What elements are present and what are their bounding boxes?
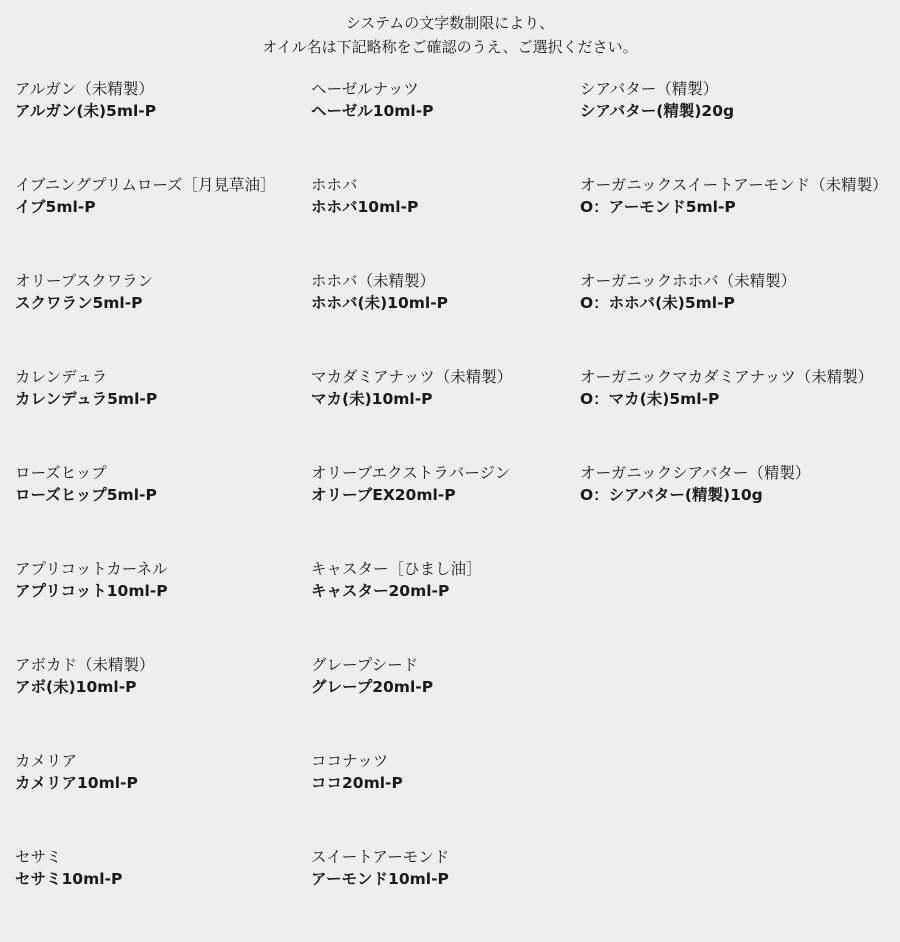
oil-entry: [311, 558, 576, 654]
oil-abbreviation: グレープ20ml-P: [311, 678, 434, 696]
oil-abbreviation: O：ホホバ(未)5ml-P: [580, 294, 735, 312]
oil-abbreviation: O：シアバター(精製)10g: [580, 486, 763, 504]
oil-full-name: マカダミアナッツ（未精製）: [311, 368, 513, 386]
oil-full-name: ホホバ（未精製）: [311, 272, 436, 290]
oil-entry: [15, 78, 300, 174]
oil-abbreviation: ココ20ml-P: [311, 774, 403, 792]
oil-entry: [580, 174, 898, 270]
oil-full-name: アプリコットカーネル: [15, 560, 168, 578]
oil-entry: [15, 846, 300, 942]
oil-entry: [311, 846, 576, 942]
oil-abbreviation: アプリコット10ml-P: [15, 582, 168, 600]
oil-abbreviation: キャスター20ml-P: [311, 582, 450, 600]
oil-full-name: オリーブスクワラン: [15, 272, 154, 290]
oil-full-name: オーガニックスイートアーモンド（未精製）: [580, 176, 888, 194]
oil-entry: [15, 174, 300, 270]
oil-entry: [311, 78, 576, 174]
oil-full-name: ホホバ: [311, 176, 358, 194]
oil-column-2: [311, 78, 576, 942]
oil-full-name: オーガニックホホバ（未精製）: [580, 272, 797, 290]
notice-line-1: システムの文字数制限により、: [345, 14, 555, 32]
oil-full-name: ヘーゼルナッツ: [311, 80, 419, 98]
oil-abbreviation: スクワラン5ml-P: [15, 294, 143, 312]
oil-entry: [15, 558, 300, 654]
oil-entry: [311, 654, 576, 750]
oil-entry: [15, 462, 300, 558]
oil-full-name: セサミ: [15, 848, 62, 866]
oil-entry: [580, 462, 898, 558]
oil-full-name: オーガニックマカダミアナッツ（未精製）: [580, 368, 874, 386]
oil-abbreviation: ヘーゼル10ml-P: [311, 102, 434, 120]
oil-full-name: グレープシード: [311, 656, 419, 674]
oil-abbreviation: オリーブEX20ml-P: [311, 486, 456, 504]
oil-entry: [580, 366, 898, 462]
oil-full-name: アボカド（未精製）: [15, 656, 155, 674]
oil-abbreviation: O：マカ(未)5ml-P: [580, 390, 720, 408]
notice-line-2: オイル名は下記略称をご確認のうえ、ご選択ください。: [262, 38, 638, 56]
oil-entry: [580, 78, 898, 174]
oil-entry: [311, 750, 576, 846]
oil-entry: [311, 366, 576, 462]
oil-entry: [15, 654, 300, 750]
notice-header: [0, 11, 900, 59]
oil-abbreviation: アボ(未)10ml-P: [15, 678, 137, 696]
oil-entry: [311, 462, 576, 558]
oil-abbreviation: アーモンド10ml-P: [311, 870, 449, 888]
oil-full-name: カメリア: [15, 752, 78, 770]
oil-full-name: ローズヒップ: [15, 464, 107, 482]
oil-full-name: キャスター［ひまし油］: [311, 560, 482, 578]
oil-entry: [580, 270, 898, 366]
oil-entry: [15, 750, 300, 846]
oil-full-name: シアバター（精製）: [580, 80, 719, 98]
oil-abbreviation: イブ5ml-P: [15, 198, 96, 216]
oil-abbreviation: カレンデュラ5ml-P: [15, 390, 158, 408]
oil-abbreviation: O：アーモンド5ml-P: [580, 198, 736, 216]
oil-full-name: カレンデュラ: [15, 368, 108, 386]
oil-column-1: [15, 78, 300, 942]
oil-entry: [311, 270, 576, 366]
oil-abbreviation: ホホバ(未)10ml-P: [311, 294, 448, 312]
oil-column-3: [580, 78, 898, 558]
oil-full-name: オリーブエクストラバージン: [311, 464, 511, 482]
oil-abbreviation: ローズヒップ5ml-P: [15, 486, 157, 504]
oil-full-name: イブニングプリムローズ［月見草油］: [15, 176, 276, 194]
oil-abbreviation: マカ(未)10ml-P: [311, 390, 433, 408]
oil-full-name: オーガニックシアバター（精製）: [580, 464, 811, 482]
oil-abbreviation: セサミ10ml-P: [15, 870, 123, 888]
oil-abbreviation: アルガン(未)5ml-P: [15, 102, 157, 120]
oil-entry: [311, 174, 576, 270]
oil-full-name: アルガン（未精製）: [15, 80, 154, 98]
oil-full-name: スイートアーモンド: [311, 848, 450, 866]
oil-full-name: ココナッツ: [311, 752, 389, 770]
oil-abbreviation: シアバター(精製)20g: [580, 102, 735, 120]
oil-entry: [15, 366, 300, 462]
oil-entry: [15, 270, 300, 366]
oil-abbreviation: カメリア10ml-P: [15, 774, 138, 792]
oil-abbreviation: ホホバ10ml-P: [311, 198, 419, 216]
